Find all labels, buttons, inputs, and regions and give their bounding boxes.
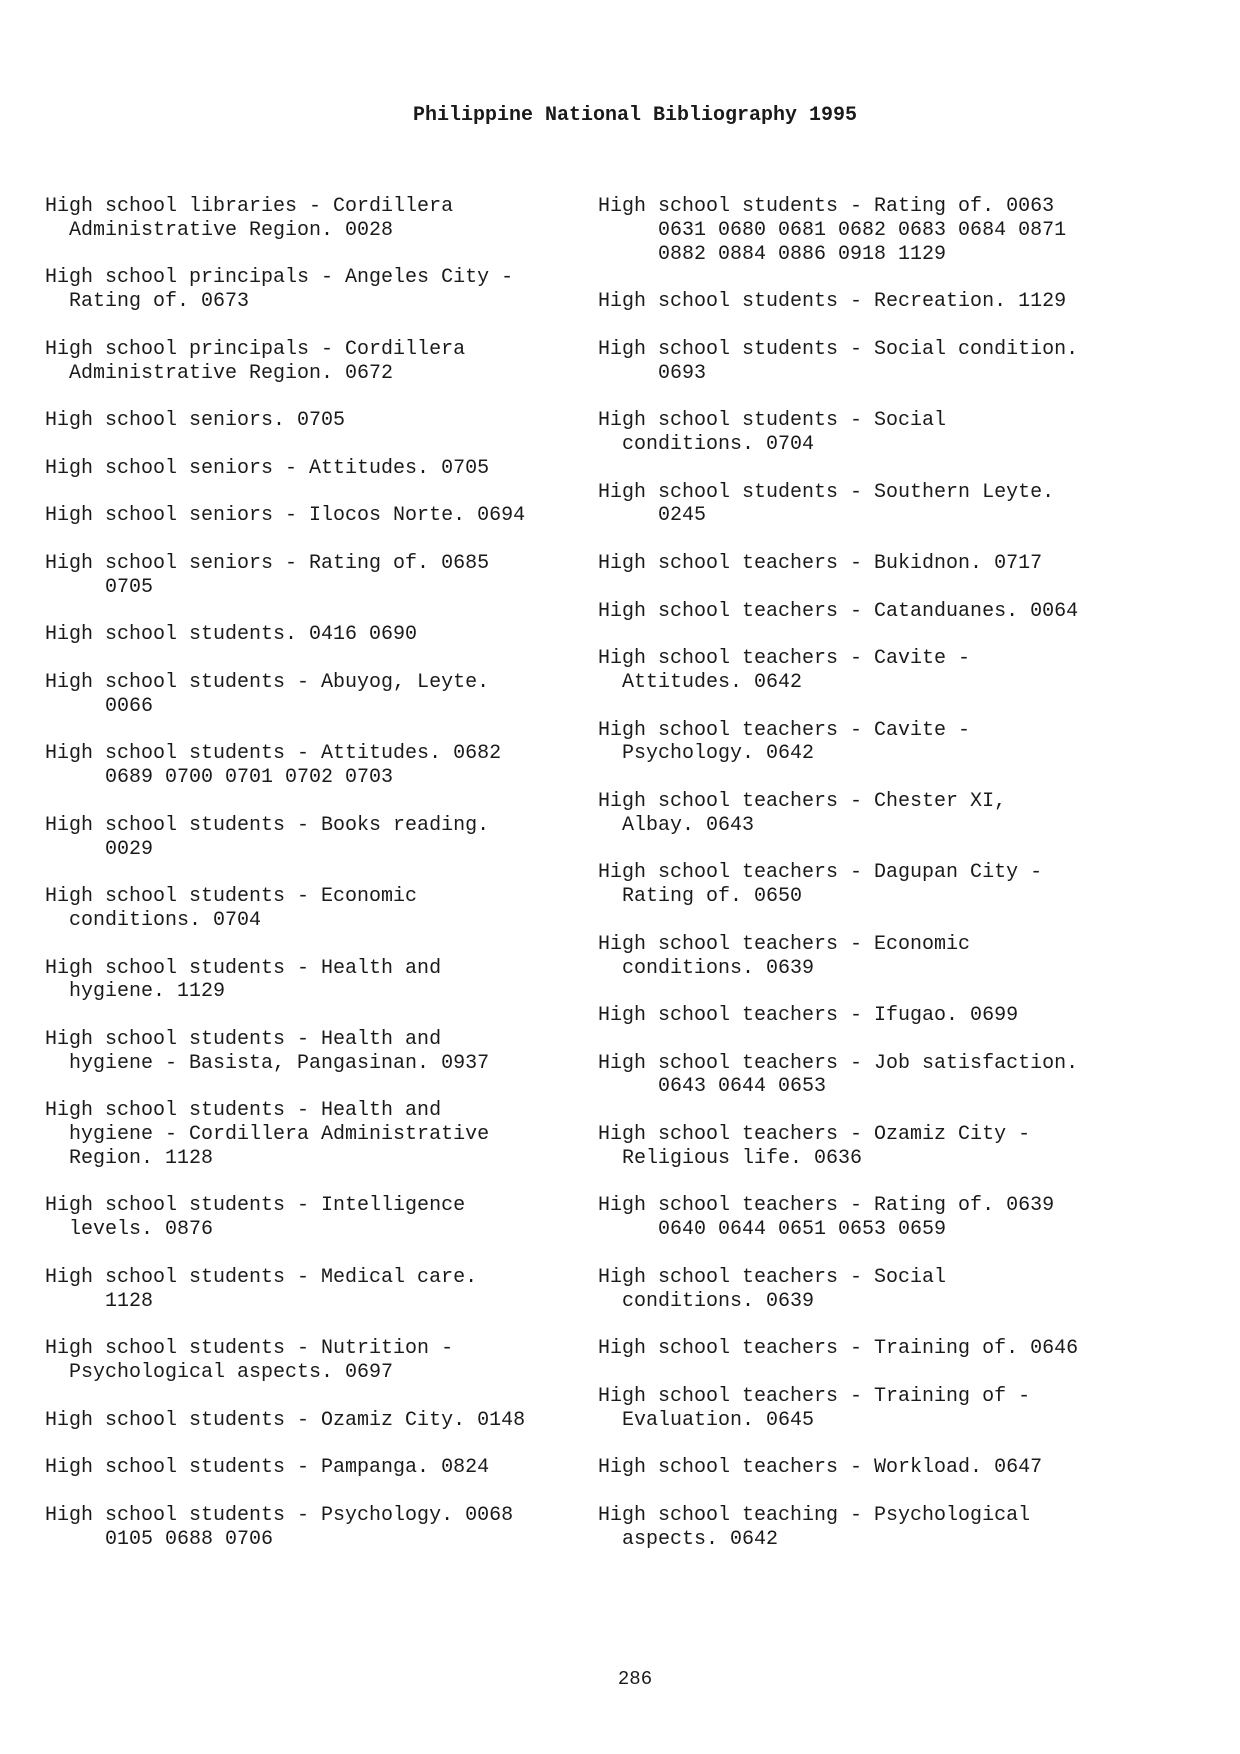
index-entry: High school students - Ozamiz City. 0148 — [45, 1408, 526, 1432]
index-entry: High school students - Attitudes. 0682 0689 0700 0701 0702 0703 — [45, 742, 502, 790]
index-entry: High school teachers - Ifugao. 0699 — [598, 1004, 1019, 1028]
page-number: 286 — [617, 1668, 653, 1690]
index-entry: High school seniors - Rating of. 0685 0705 — [45, 551, 490, 599]
index-entry: High school teachers - Training of. 0646 — [598, 1337, 1079, 1361]
index-entry: High school principals - Angeles City - Rating of. 0673 — [45, 266, 514, 314]
index-entry: High school students - Health and hygiene. 1129 — [45, 956, 442, 1004]
index-entry: High school students. 0416 0690 — [45, 623, 418, 647]
index-entry: High school teachers - Ozamiz City - Religious life. 0636 — [598, 1123, 1031, 1170]
index-entry: High school teachers - Rating of. 0639 0640 0644 0651 0653 0659 — [598, 1194, 1055, 1242]
index-entry: High school teachers - Economic conditions. 0639 — [598, 932, 971, 980]
index-entry: High school students - Health and hygiene - Cordillera Administrative Region. 1128 — [45, 1099, 490, 1170]
index-entry: High school students - Nutrition - Psychological aspects. 0697 — [45, 1337, 454, 1385]
index-entry: High school students - Abuyog, Leyte. 0066 — [45, 670, 490, 718]
index-column-left — [45, 195, 590, 1575]
index-entry: High school teachers - Social conditions. 0639 — [598, 1265, 947, 1313]
index-entry: High school students - Social conditions. 0704 — [598, 409, 947, 456]
index-entry: High school teachers - Cavite - Psychology. 0642 — [598, 718, 971, 766]
index-entry: High school seniors. 0705 — [45, 409, 346, 433]
index-entry: High school libraries - Cordillera Administrative Region. 0028 — [45, 195, 454, 242]
index-entry: High school students - Southern Leyte. 0245 — [598, 480, 1055, 528]
index-entry: High school students - Social condition. 0693 — [598, 337, 1079, 385]
index-entry: High school students - Books reading. 0029 — [45, 813, 490, 861]
index-entry: High school teaching - Psychological aspects. 0642 — [598, 1503, 1031, 1551]
index-entry: High school teachers - Dagupan City - Rating of. 0650 — [598, 861, 1043, 909]
index-entry: High school students - Recreation. 1129 — [598, 290, 1067, 314]
index-entry: High school students - Psychology. 0068 0105 0688 0706 — [45, 1503, 514, 1551]
index-entry: High school teachers - Bukidnon. 0717 — [598, 551, 1043, 575]
index-entry: High school seniors - Ilocos Norte. 0694 — [45, 504, 526, 528]
index-entry: High school teachers - Training of - Evaluation. 0645 — [598, 1384, 1031, 1432]
index-entry: High school students - Economic conditions. 0704 — [45, 885, 418, 932]
index-entry: High school students - Medical care. 1128 — [45, 1265, 478, 1313]
index-entry: High school seniors - Attitudes. 0705 — [45, 456, 490, 480]
index-entry: High school students - Health and hygiene - Basista, Pangasinan. 0937 — [45, 1027, 490, 1075]
page-title: Philippine National Bibliography 1995 — [412, 104, 858, 127]
index-column-right — [598, 195, 1198, 1575]
index-entry: High school principals - Cordillera Administrative Region. 0672 — [45, 337, 466, 385]
index-entry: High school teachers - Job satisfaction. 0643 0644 0653 — [598, 1051, 1079, 1099]
index-entry: High school teachers - Chester XI, Albay. 0643 — [598, 789, 1007, 837]
index-entry: High school students - Intelligence levels. 0876 — [45, 1194, 466, 1242]
index-entry: High school teachers - Catanduanes. 0064 — [598, 599, 1079, 623]
index-entry: High school teachers - Workload. 0647 — [598, 1456, 1043, 1480]
index-entry: High school students - Pampanga. 0824 — [45, 1456, 490, 1480]
index-entry: High school students - Rating of. 0063 0631 0680 0681 0682 0683 0684 0871 0882 0884 0886 0918 1129 — [598, 195, 1067, 266]
index-entry: High school teachers - Cavite - Attitudes. 0642 — [598, 647, 971, 694]
